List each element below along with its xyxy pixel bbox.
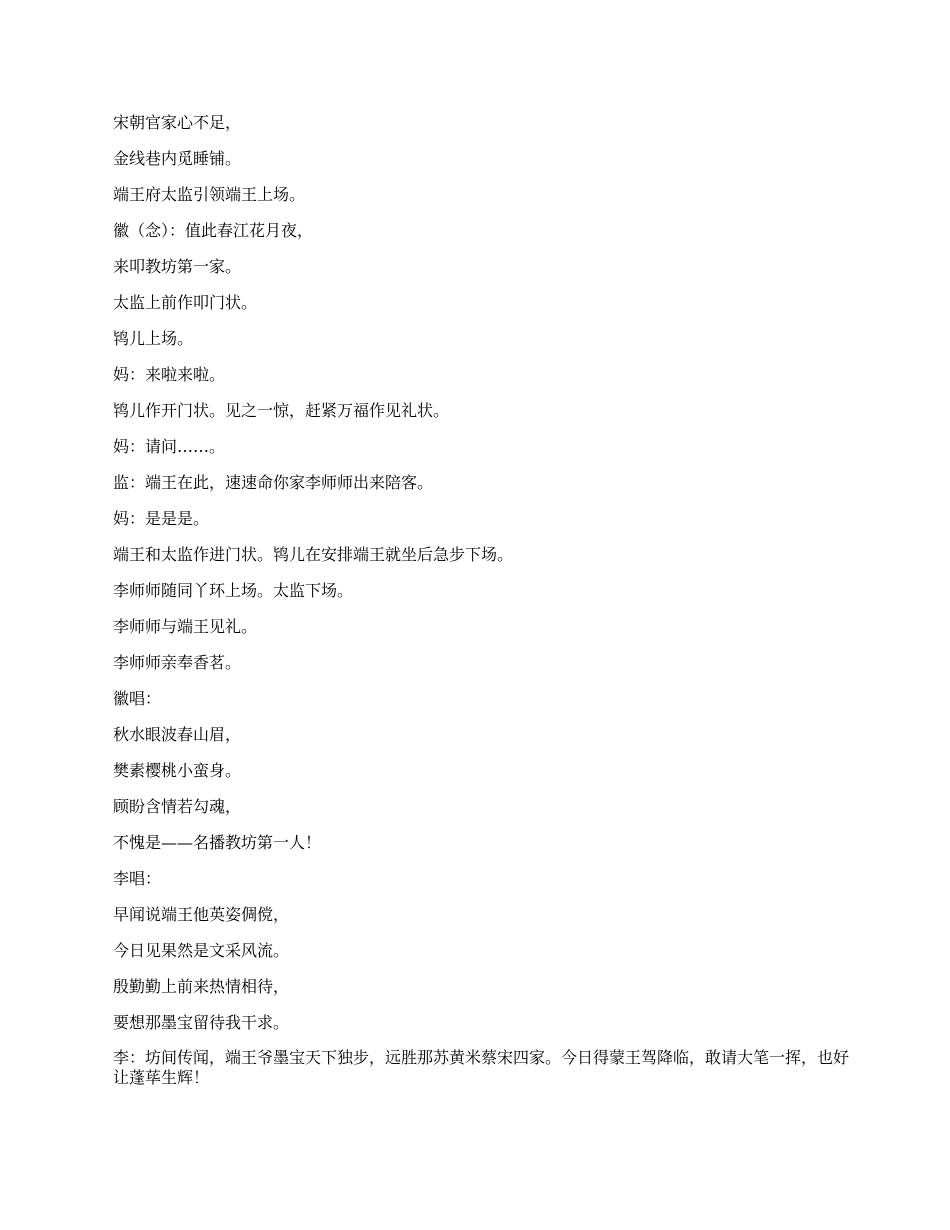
text-line: 殷勤勤上前来热情相待， bbox=[113, 977, 290, 996]
text-line: 监：端王在此，速速命你家李师师出来陪客。 bbox=[113, 473, 434, 492]
text-line: 妈：来啦来啦。 bbox=[113, 365, 226, 384]
text-line: 不愧是——名播教坊第一人！ bbox=[113, 833, 322, 852]
text-line: 李师师与端王见礼。 bbox=[113, 617, 258, 636]
text-line: 秋水眼波春山眉， bbox=[113, 725, 242, 744]
text-line: 来叩教坊第一家。 bbox=[113, 257, 242, 276]
text-line: 今日见果然是文采风流。 bbox=[113, 941, 290, 960]
script-text bbox=[113, 112, 853, 1088]
text-line: 早闻说端王他英姿倜傥， bbox=[113, 905, 290, 924]
text-line: 妈：请问……。 bbox=[113, 437, 226, 456]
text-line: 徽唱： bbox=[113, 689, 162, 708]
final-paragraph: 李：坊间传闻，端王爷墨宝天下独步，远胜那苏黄米蔡宋四家。今日得蒙王驾降临，敢请大笔一挥，也好让蓬荜生辉！ bbox=[113, 1048, 850, 1087]
text-line: 端王和太监作进门状。鸨儿在安排端王就坐后急步下场。 bbox=[113, 545, 514, 564]
text-line: 宋朝官家心不足， bbox=[113, 113, 242, 132]
text-line: 妈：是是是。 bbox=[113, 509, 210, 528]
text-line: 樊素樱桃小蛮身。 bbox=[113, 761, 242, 780]
text-line: 鸨儿作开门状。见之一惊，赶紧万福作见礼状。 bbox=[113, 401, 450, 420]
text-line: 李唱： bbox=[113, 869, 162, 888]
text-line: 鸨儿上场。 bbox=[113, 329, 194, 348]
text-line: 太监上前作叩门状。 bbox=[113, 293, 258, 312]
text-line: 李师师随同丫环上场。太监下场。 bbox=[113, 581, 354, 600]
text-line: 端王府太监引领端王上场。 bbox=[113, 185, 306, 204]
text-line: 要想那墨宝留待我干求。 bbox=[113, 1013, 290, 1032]
text-line: 徽（念）：值此春江花月夜， bbox=[113, 221, 314, 240]
text-line: 顾盼含情若勾魂， bbox=[113, 797, 242, 816]
text-line: 李师师亲奉香茗。 bbox=[113, 653, 242, 672]
text-line: 金线巷内觅睡铺。 bbox=[113, 149, 242, 168]
